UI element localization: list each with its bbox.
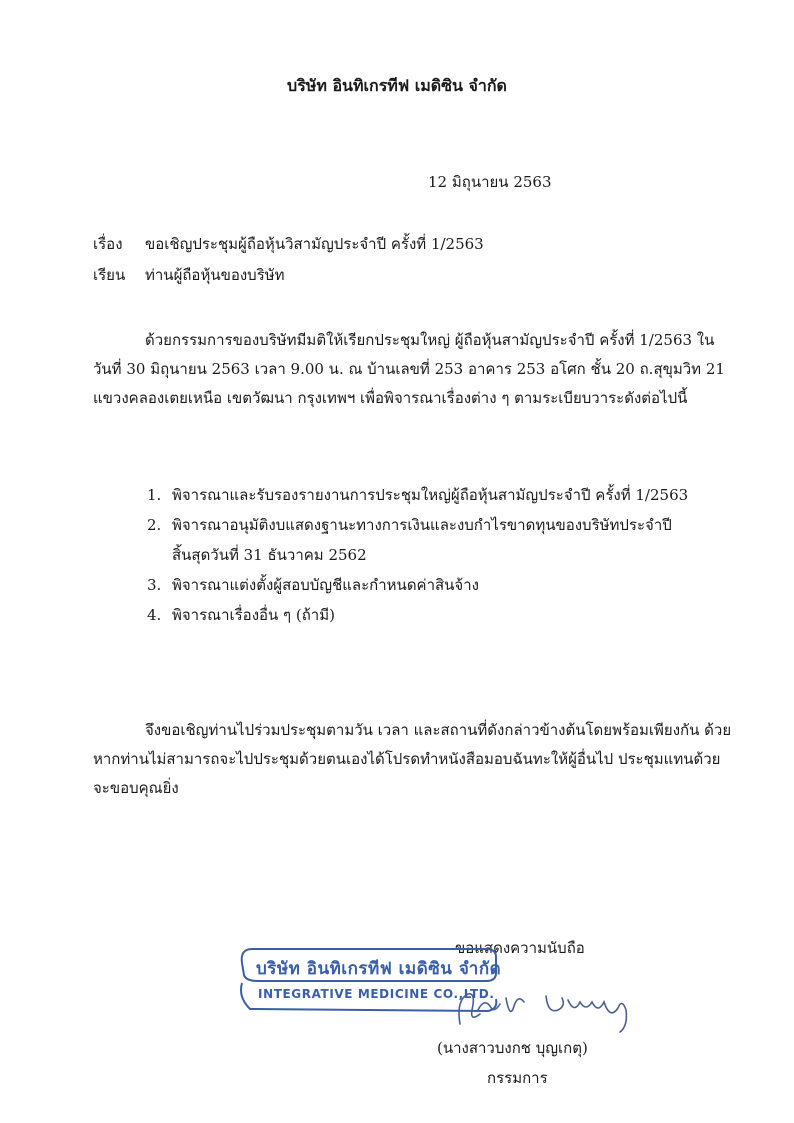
- agenda-list: [147, 480, 688, 630]
- agenda-item-number: 1.: [147, 486, 162, 504]
- agenda-item-number: 4.: [147, 606, 162, 624]
- agenda-item-number: 3.: [147, 576, 162, 594]
- closing-paragraph: [93, 716, 733, 803]
- agenda-item: [147, 570, 688, 600]
- handwritten-signature-icon: [450, 980, 650, 1036]
- agenda-item-text: พิจารณาอนุมัติงบแสดงฐานะทางการเงินและงบกำไรขาดทุนของบริษัทประจำปี: [172, 516, 672, 534]
- recipient-line: [93, 263, 285, 287]
- intro-paragraph: [93, 326, 733, 413]
- intro-paragraph-text: ด้วยกรรมการของบริษัทมีมติให้เรียกประชุมใหญ่ ผู้ถือหุ้นสามัญประจำปี ครั้งที่ 1/2563 ในวันที่ 30 มิถุนายน 2563 เวลา 9.00 น. ณ บ้านเลขที่ 253 อาคาร 253 อโศก ชั้น 20 ถ.สุขุมวิท 21 แขวงคลองเตยเหนือ เขตวัฒนา กรุงเทพฯ เพื่อพิจารณาเรื่องต่าง ๆ ตามระเบียบวาระดังต่อไปนี้: [93, 331, 725, 407]
- agenda-item-number: 2.: [147, 516, 162, 534]
- subject-label: เรื่อง: [93, 235, 123, 253]
- subject-line: [93, 232, 484, 256]
- agenda-item-text: พิจารณาและรับรองรายงานการประชุมใหญ่ผู้ถือหุ้นสามัญประจำปี ครั้งที่ 1/2563: [172, 486, 689, 504]
- signatory-position: กรรมการ: [487, 1069, 548, 1087]
- agenda-item: [147, 510, 688, 570]
- agenda-item: [147, 480, 688, 510]
- agenda-item-text: พิจารณาแต่งตั้งผู้สอบบัญชีและกำหนดค่าสินจ้าง: [172, 576, 479, 594]
- signatory-name: (นางสาวบงกช บุญเกตุ): [437, 1039, 588, 1057]
- letter-date: 12 มิถุนายน 2563: [428, 173, 552, 191]
- agenda-item-text-continued: สิ้นสุดวันที่ 31 ธันวาคม 2562: [172, 546, 367, 564]
- recipient-text: ท่านผู้ถือหุ้นของบริษัท: [145, 266, 285, 284]
- agenda-item: [147, 600, 688, 630]
- stamp-english-text: INTEGRATIVE MEDICINE CO.,LTD.: [258, 987, 495, 1001]
- subject-text: ขอเชิญประชุมผู้ถือหุ้นวิสามัญประจำปี ครั้งที่ 1/2563: [145, 235, 484, 253]
- closing-paragraph-text: จึงขอเชิญท่านไปร่วมประชุมตามวัน เวลา และสถานที่ดังกล่าวข้างต้นโดยพร้อมเพียงกัน ด้วย หากท่านไม่สามารถจะไปประชุมด้วยตนเองได้โปรดทำหนังสือมอบฉันทะให้ผู้อื่นไป ประชุมแทนด้วย จะขอบคุณยิ่ง: [93, 721, 732, 797]
- sign-off: ขอแสดงความนับถือ: [455, 939, 585, 957]
- recipient-label: เรียน: [93, 266, 126, 284]
- company-name-heading: บริษัท อินทิเกรทีฟ เมดิซิน จำกัด: [287, 76, 507, 95]
- agenda-item-text: พิจารณาเรื่องอื่น ๆ (ถ้ามี): [172, 606, 335, 624]
- stamp-thai-text: บริษัท อินทิเกรทีฟ เมดิซิน จำกัด: [256, 959, 502, 979]
